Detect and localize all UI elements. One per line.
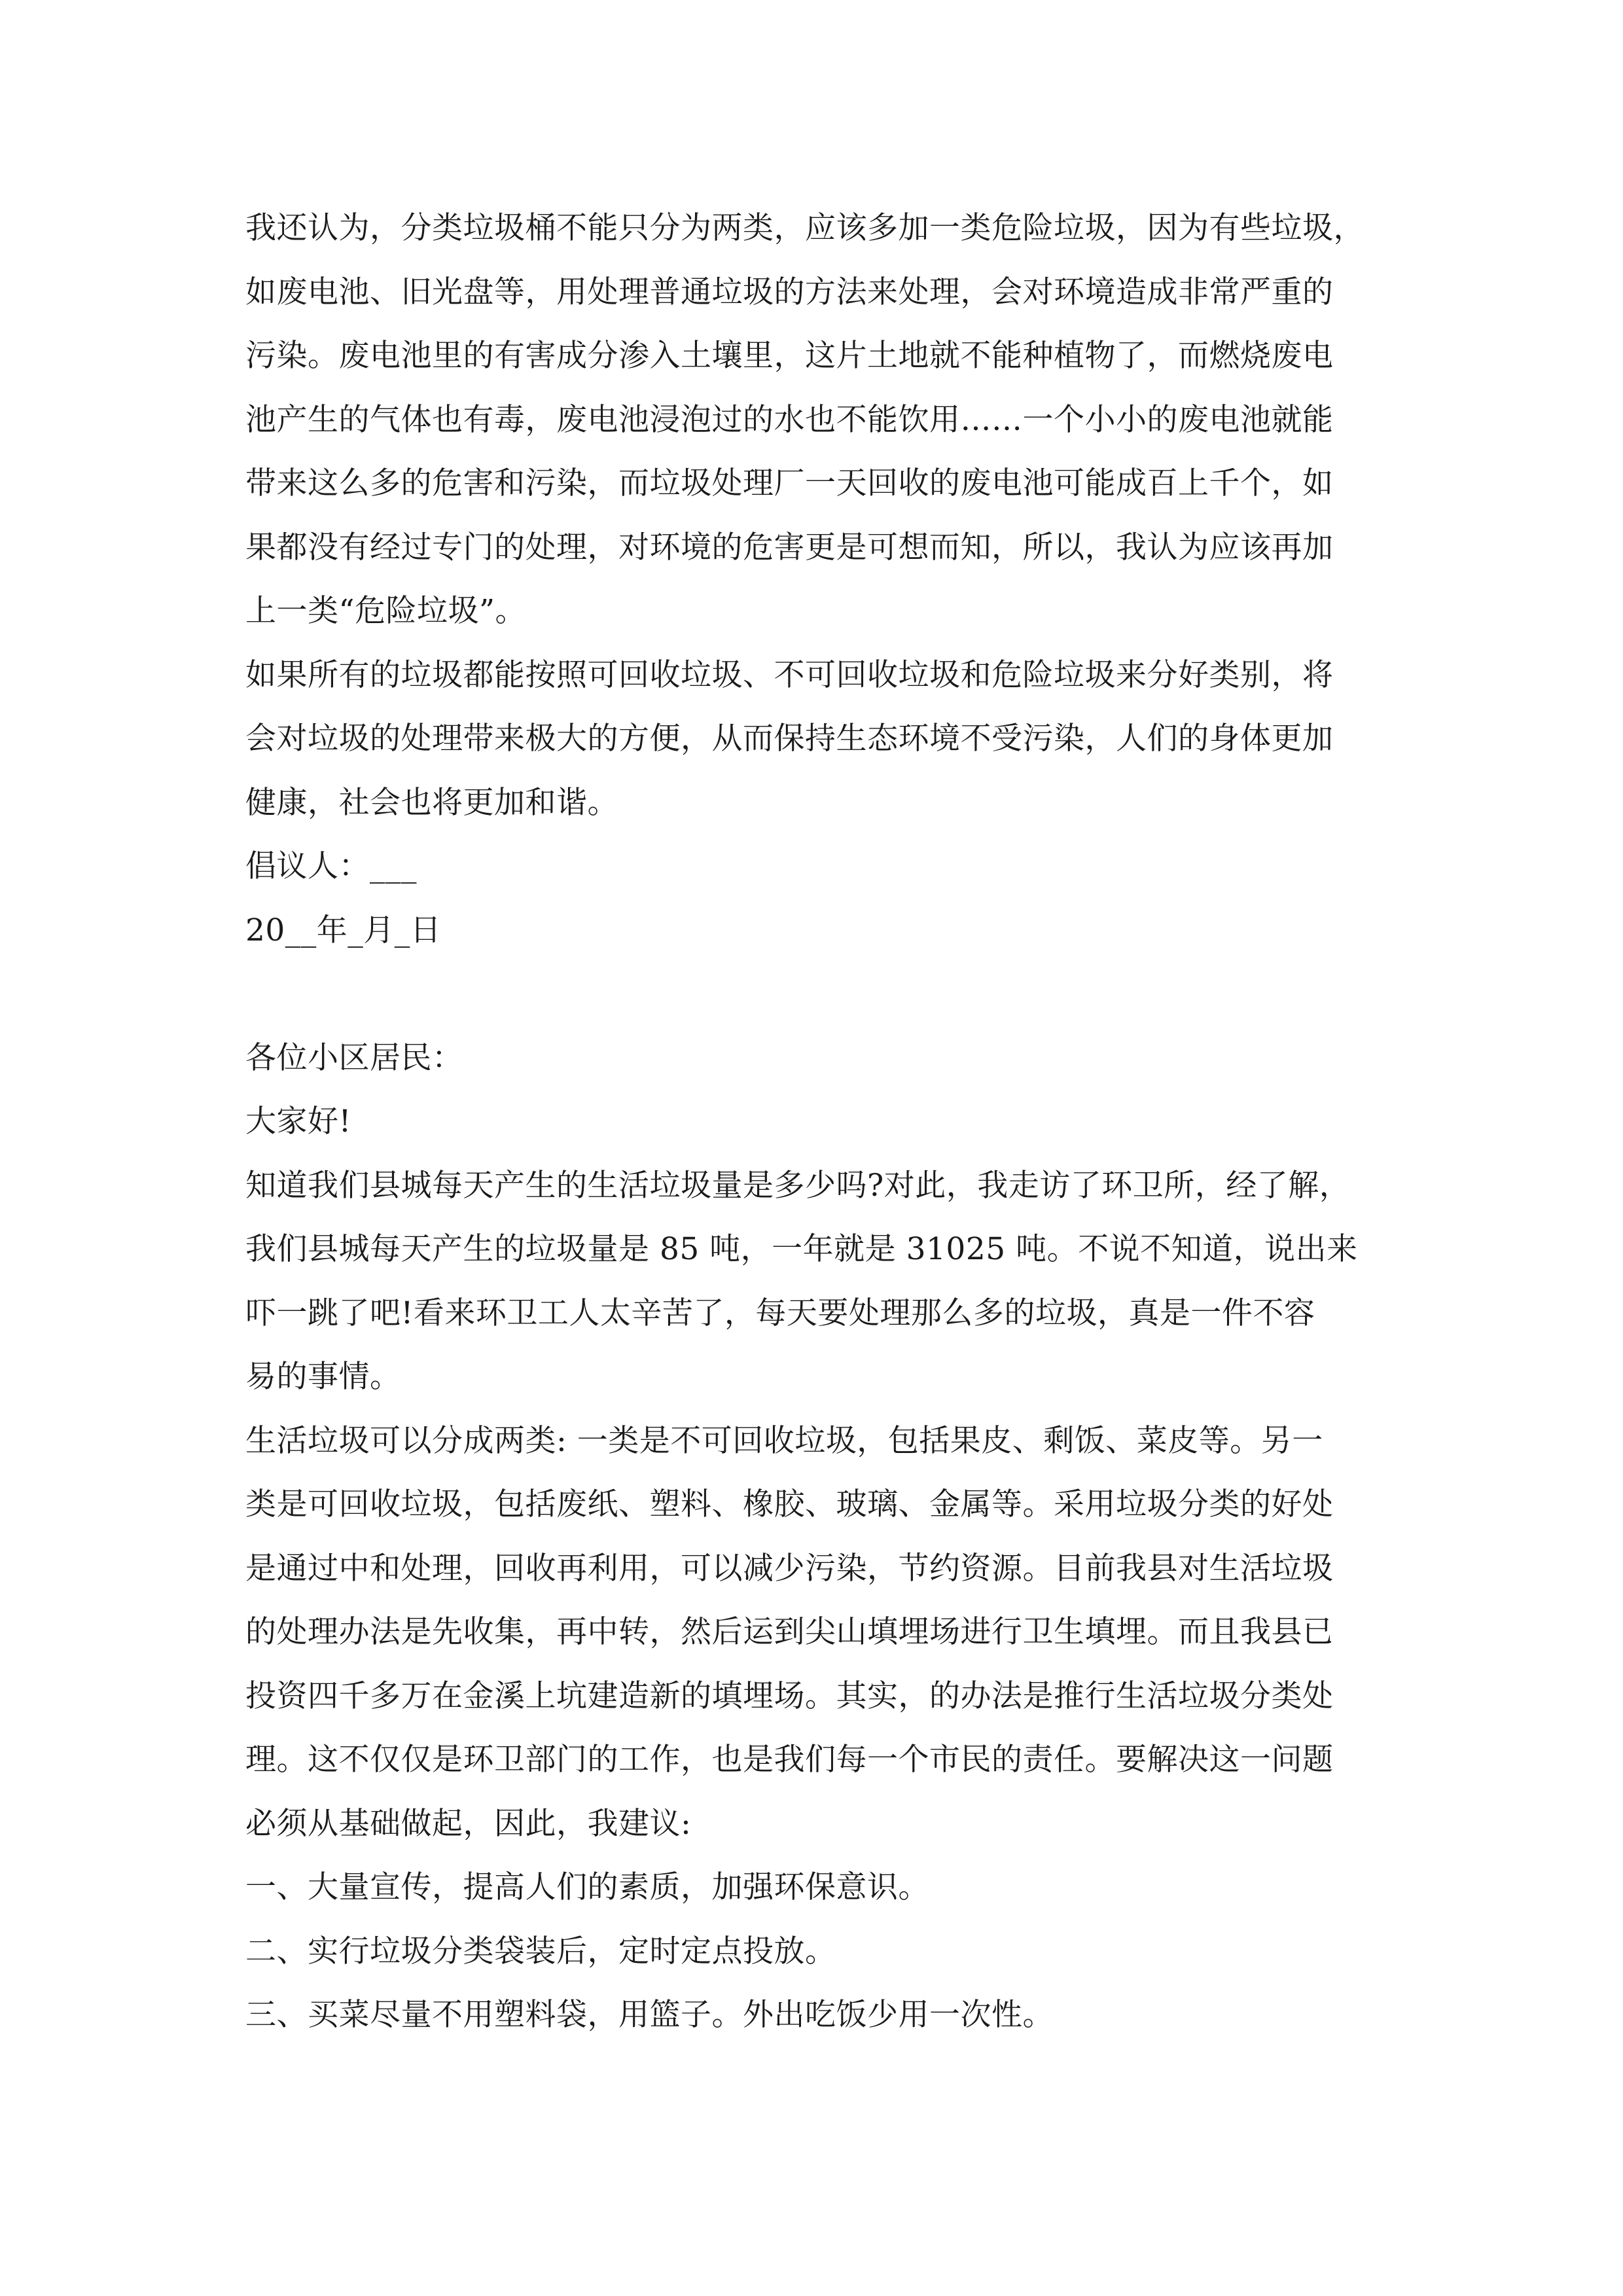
text-line: 必须从基础做起，因此，我建议: xyxy=(245,1805,692,1842)
suggestion-list xyxy=(245,1856,1423,2047)
text-line: 我们县城每天产生的垃圾量是 85 吨，一年就是 31025 吨。不说不知道，说出来 xyxy=(245,1231,1358,1267)
paragraph-benefits xyxy=(245,643,1423,835)
section-gap xyxy=(245,962,1423,1026)
date-line: 20__年_月_日 xyxy=(245,912,442,948)
proposer-signature: 倡议人：___ xyxy=(245,848,417,884)
text-line: 污染。废电池里的有害成分渗入土壤里，这片土地就不能种植物了，而燃烧废电 xyxy=(245,338,1334,374)
text-line: 健康，社会也将更加和谐。 xyxy=(245,784,618,821)
text-line: 类是可回收垃圾，包括废纸、塑料、橡胶、玻璃、金属等。采用垃圾分类的好处 xyxy=(245,1486,1334,1522)
paragraph-daily-waste xyxy=(245,1154,1423,1409)
suggestion-item: 三、买菜尽量不用塑料袋，用篮子。外出吃饭少用一次性。 xyxy=(245,1997,1054,2033)
greeting: 大家好! xyxy=(245,1103,351,1139)
text-line: 带来这么多的危害和污染，而垃圾处理厂一天回收的废电池可能成百上千个，如 xyxy=(245,465,1334,501)
suggestion-item: 二、实行垃圾分类袋装后，定时定点投放。 xyxy=(245,1933,836,1969)
text-line: 易的事情。 xyxy=(245,1359,401,1395)
text-line: 理。这不仅仅是环卫部门的工作，也是我们每一个市民的责任。要解决这一问题 xyxy=(245,1742,1334,1778)
text-line: 投资四千多万在金溪上坑建造新的填埋场。其实，的办法是推行生活垃圾分类处 xyxy=(245,1677,1334,1714)
text-line: 上一类“危险垃圾”。 xyxy=(245,593,527,629)
text-line: 如废电池、旧光盘等，用处理普通垃圾的方法来处理，会对环境造成非常严重的 xyxy=(245,274,1334,310)
paragraph-hazardous-waste xyxy=(245,196,1423,643)
text-line: 池产生的气体也有毒，废电池浸泡过的水也不能饮用……一个小小的废电池就能 xyxy=(245,401,1334,438)
text-line: 吓一跳了吧!看来环卫工人太辛苦了，每天要处理那么多的垃圾，真是一件不容 xyxy=(245,1295,1315,1331)
text-line: 知道我们县城每天产生的生活垃圾量是多少吗?对此，我走访了环卫所，经了解， xyxy=(245,1167,1351,1204)
text-line: 生活垃圾可以分成两类: 一类是不可回收垃圾，包括果皮、剩饭、菜皮等。另一 xyxy=(245,1422,1323,1459)
document-body xyxy=(245,196,1423,2047)
salutation: 各位小区居民： xyxy=(245,1039,463,1076)
text-line: 的处理办法是先收集，再中转，然后运到尖山填埋场进行卫生填埋。而且我县已 xyxy=(245,1614,1334,1650)
suggestion-item: 一、大量宣传，提高人们的素质，加强环保意识。 xyxy=(245,1869,929,1905)
paragraph-waste-classification xyxy=(245,1409,1423,1856)
text-line: 我还认为，分类垃圾桶不能只分为两类，应该多加一类危险垃圾，因为有些垃圾， xyxy=(245,210,1364,246)
text-line: 是通过中和处理，回收再利用，可以减少污染，节约资源。目前我县对生活垃圾 xyxy=(245,1550,1334,1587)
text-line: 会对垃圾的处理带来极大的方便，从而保持生态环境不受污染，人们的身体更加 xyxy=(245,721,1334,757)
text-line: 如果所有的垃圾都能按照可回收垃圾、不可回收垃圾和危险垃圾来分好类别，将 xyxy=(245,656,1334,693)
text-line: 果都没有经过专门的处理，对环境的危害更是可想而知，所以，我认为应该再加 xyxy=(245,529,1334,565)
